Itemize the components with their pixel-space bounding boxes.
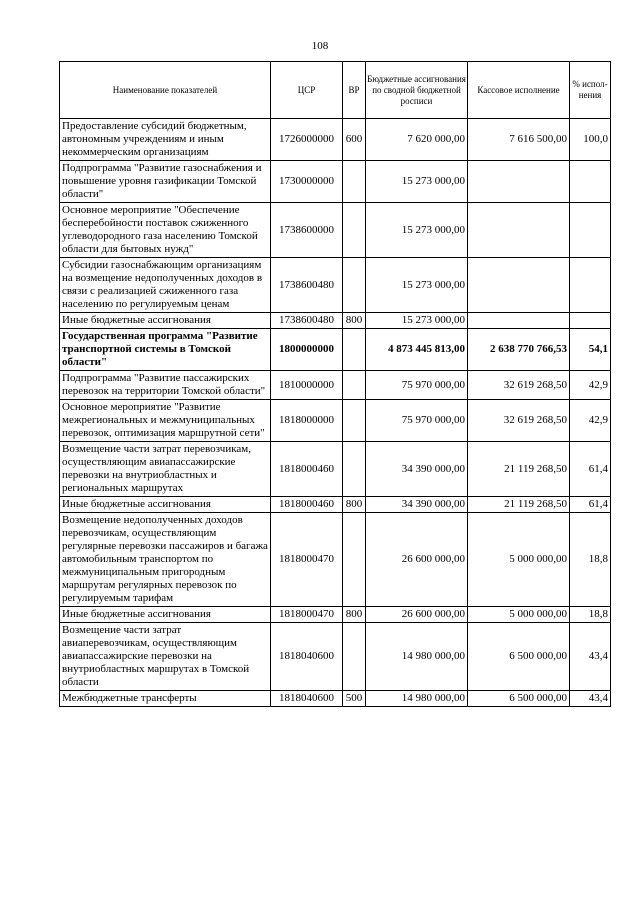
row-vr [343, 161, 366, 203]
row-csr: 1738600480 [271, 313, 343, 329]
row-name: Основное мероприятие "Развитие межрегиональных и межмуниципальных перевозок, оптимизация маршрутной сети" [60, 400, 271, 442]
row-exec: 21 119 268,50 [468, 497, 570, 513]
row-pct [570, 161, 611, 203]
row-budget: 15 273 000,00 [366, 203, 468, 258]
row-budget: 75 970 000,00 [366, 400, 468, 442]
row-name: Возмещение части затрат авиаперевозчикам, осуществляющим авиапассажирские перевозки на внутриобластных маршрутах в Томской области [60, 623, 271, 691]
row-vr [343, 329, 366, 371]
row-exec: 32 619 268,50 [468, 371, 570, 400]
page-number: 108 [311, 40, 329, 52]
row-csr: 1818000470 [271, 607, 343, 623]
row-budget: 34 390 000,00 [366, 442, 468, 497]
row-pct [570, 313, 611, 329]
table-row [60, 371, 611, 400]
header-csr: ЦСР [271, 62, 343, 119]
table-header-row [60, 62, 611, 119]
table-row [60, 313, 611, 329]
row-vr: 800 [343, 497, 366, 513]
row-name: Предоставление субсидий бюджетным, автономным учреждениям и иным некоммерческим организациям [60, 119, 271, 161]
row-budget: 26 600 000,00 [366, 513, 468, 607]
row-exec [468, 161, 570, 203]
row-exec: 32 619 268,50 [468, 400, 570, 442]
row-exec [468, 258, 570, 313]
table-row [60, 161, 611, 203]
row-pct: 43,4 [570, 623, 611, 691]
row-pct: 61,4 [570, 442, 611, 497]
table-row [60, 400, 611, 442]
row-exec: 21 119 268,50 [468, 442, 570, 497]
header-vr: ВР [343, 62, 366, 119]
budget-table [59, 61, 611, 707]
row-name: Иные бюджетные ассигнования [60, 497, 271, 513]
row-exec: 5 000 000,00 [468, 607, 570, 623]
table-row [60, 203, 611, 258]
row-csr: 1738600480 [271, 258, 343, 313]
table-row [60, 497, 611, 513]
table-row [60, 258, 611, 313]
row-budget: 34 390 000,00 [366, 497, 468, 513]
row-vr [343, 623, 366, 691]
row-pct: 18,8 [570, 513, 611, 607]
row-vr: 800 [343, 607, 366, 623]
row-pct: 43,4 [570, 691, 611, 707]
row-exec: 7 616 500,00 [468, 119, 570, 161]
row-csr: 1818000460 [271, 442, 343, 497]
row-vr [343, 203, 366, 258]
header-name: Наименование показателей [60, 62, 271, 119]
row-csr: 1810000000 [271, 371, 343, 400]
row-pct: 54,1 [570, 329, 611, 371]
row-vr [343, 400, 366, 442]
row-budget: 15 273 000,00 [366, 161, 468, 203]
row-pct [570, 258, 611, 313]
row-exec: 6 500 000,00 [468, 623, 570, 691]
table-row [60, 442, 611, 497]
row-csr: 1818040600 [271, 623, 343, 691]
row-exec: 2 638 770 766,53 [468, 329, 570, 371]
row-exec: 6 500 000,00 [468, 691, 570, 707]
row-csr: 1818000470 [271, 513, 343, 607]
row-csr: 1818040600 [271, 691, 343, 707]
row-budget: 14 980 000,00 [366, 623, 468, 691]
row-name: Иные бюджетные ассигнования [60, 607, 271, 623]
row-name: Возмещение части затрат перевозчикам, осуществляющим авиапассажирские перевозки на внутриобластных и региональных маршрутах [60, 442, 271, 497]
row-csr: 1818000000 [271, 400, 343, 442]
row-name: Основное мероприятие "Обеспечение бесперебойности поставок сжиженного углеводородного газа населению Томской области для бытовых нужд" [60, 203, 271, 258]
row-budget: 26 600 000,00 [366, 607, 468, 623]
table-row [60, 329, 611, 371]
row-csr: 1800000000 [271, 329, 343, 371]
row-budget: 75 970 000,00 [366, 371, 468, 400]
row-name: Межбюджетные трансферты [60, 691, 271, 707]
row-vr [343, 513, 366, 607]
row-vr: 500 [343, 691, 366, 707]
row-name: Государственная программа "Развитие транспортной системы в Томской области" [60, 329, 271, 371]
header-exec: Кассовое исполнение [468, 62, 570, 119]
row-pct: 42,9 [570, 371, 611, 400]
row-budget: 7 620 000,00 [366, 119, 468, 161]
row-vr [343, 258, 366, 313]
row-pct: 42,9 [570, 400, 611, 442]
row-budget: 14 980 000,00 [366, 691, 468, 707]
row-name: Субсидии газоснабжающим организациям на возмещение недополученных доходов в связи с реализацией сжиженного газа населению по регулируемым ценам [60, 258, 271, 313]
row-name: Подпрограмма "Развитие газоснабжения и повышение уровня газификации Томской области" [60, 161, 271, 203]
row-vr [343, 371, 366, 400]
row-vr: 800 [343, 313, 366, 329]
table-row [60, 691, 611, 707]
table-row [60, 607, 611, 623]
row-pct: 18,8 [570, 607, 611, 623]
table-row [60, 119, 611, 161]
row-budget: 15 273 000,00 [366, 258, 468, 313]
row-name: Иные бюджетные ассигнования [60, 313, 271, 329]
row-csr: 1730000000 [271, 161, 343, 203]
row-name: Возмещение недополученных доходов перевозчикам, осуществляющим регулярные перевозки пассажиров и багажа автомобильным транспортом по межмуниципальным пригородным маршрутам регулярных перевозок по регулируемым тарифам [60, 513, 271, 607]
header-pct: % испол-нения [570, 62, 611, 119]
row-csr: 1818000460 [271, 497, 343, 513]
table-row [60, 513, 611, 607]
row-csr: 1738600000 [271, 203, 343, 258]
row-budget: 4 873 445 813,00 [366, 329, 468, 371]
row-vr [343, 442, 366, 497]
row-budget: 15 273 000,00 [366, 313, 468, 329]
row-pct [570, 203, 611, 258]
row-exec: 5 000 000,00 [468, 513, 570, 607]
row-pct: 100,0 [570, 119, 611, 161]
row-vr: 600 [343, 119, 366, 161]
row-name: Подпрограмма "Развитие пассажирских перевозок на территории Томской области" [60, 371, 271, 400]
header-budget: Бюджетные ассигнования по сводной бюджетной росписи [366, 62, 468, 119]
row-csr: 1726000000 [271, 119, 343, 161]
row-pct: 61,4 [570, 497, 611, 513]
table-row [60, 623, 611, 691]
row-exec [468, 203, 570, 258]
row-exec [468, 313, 570, 329]
